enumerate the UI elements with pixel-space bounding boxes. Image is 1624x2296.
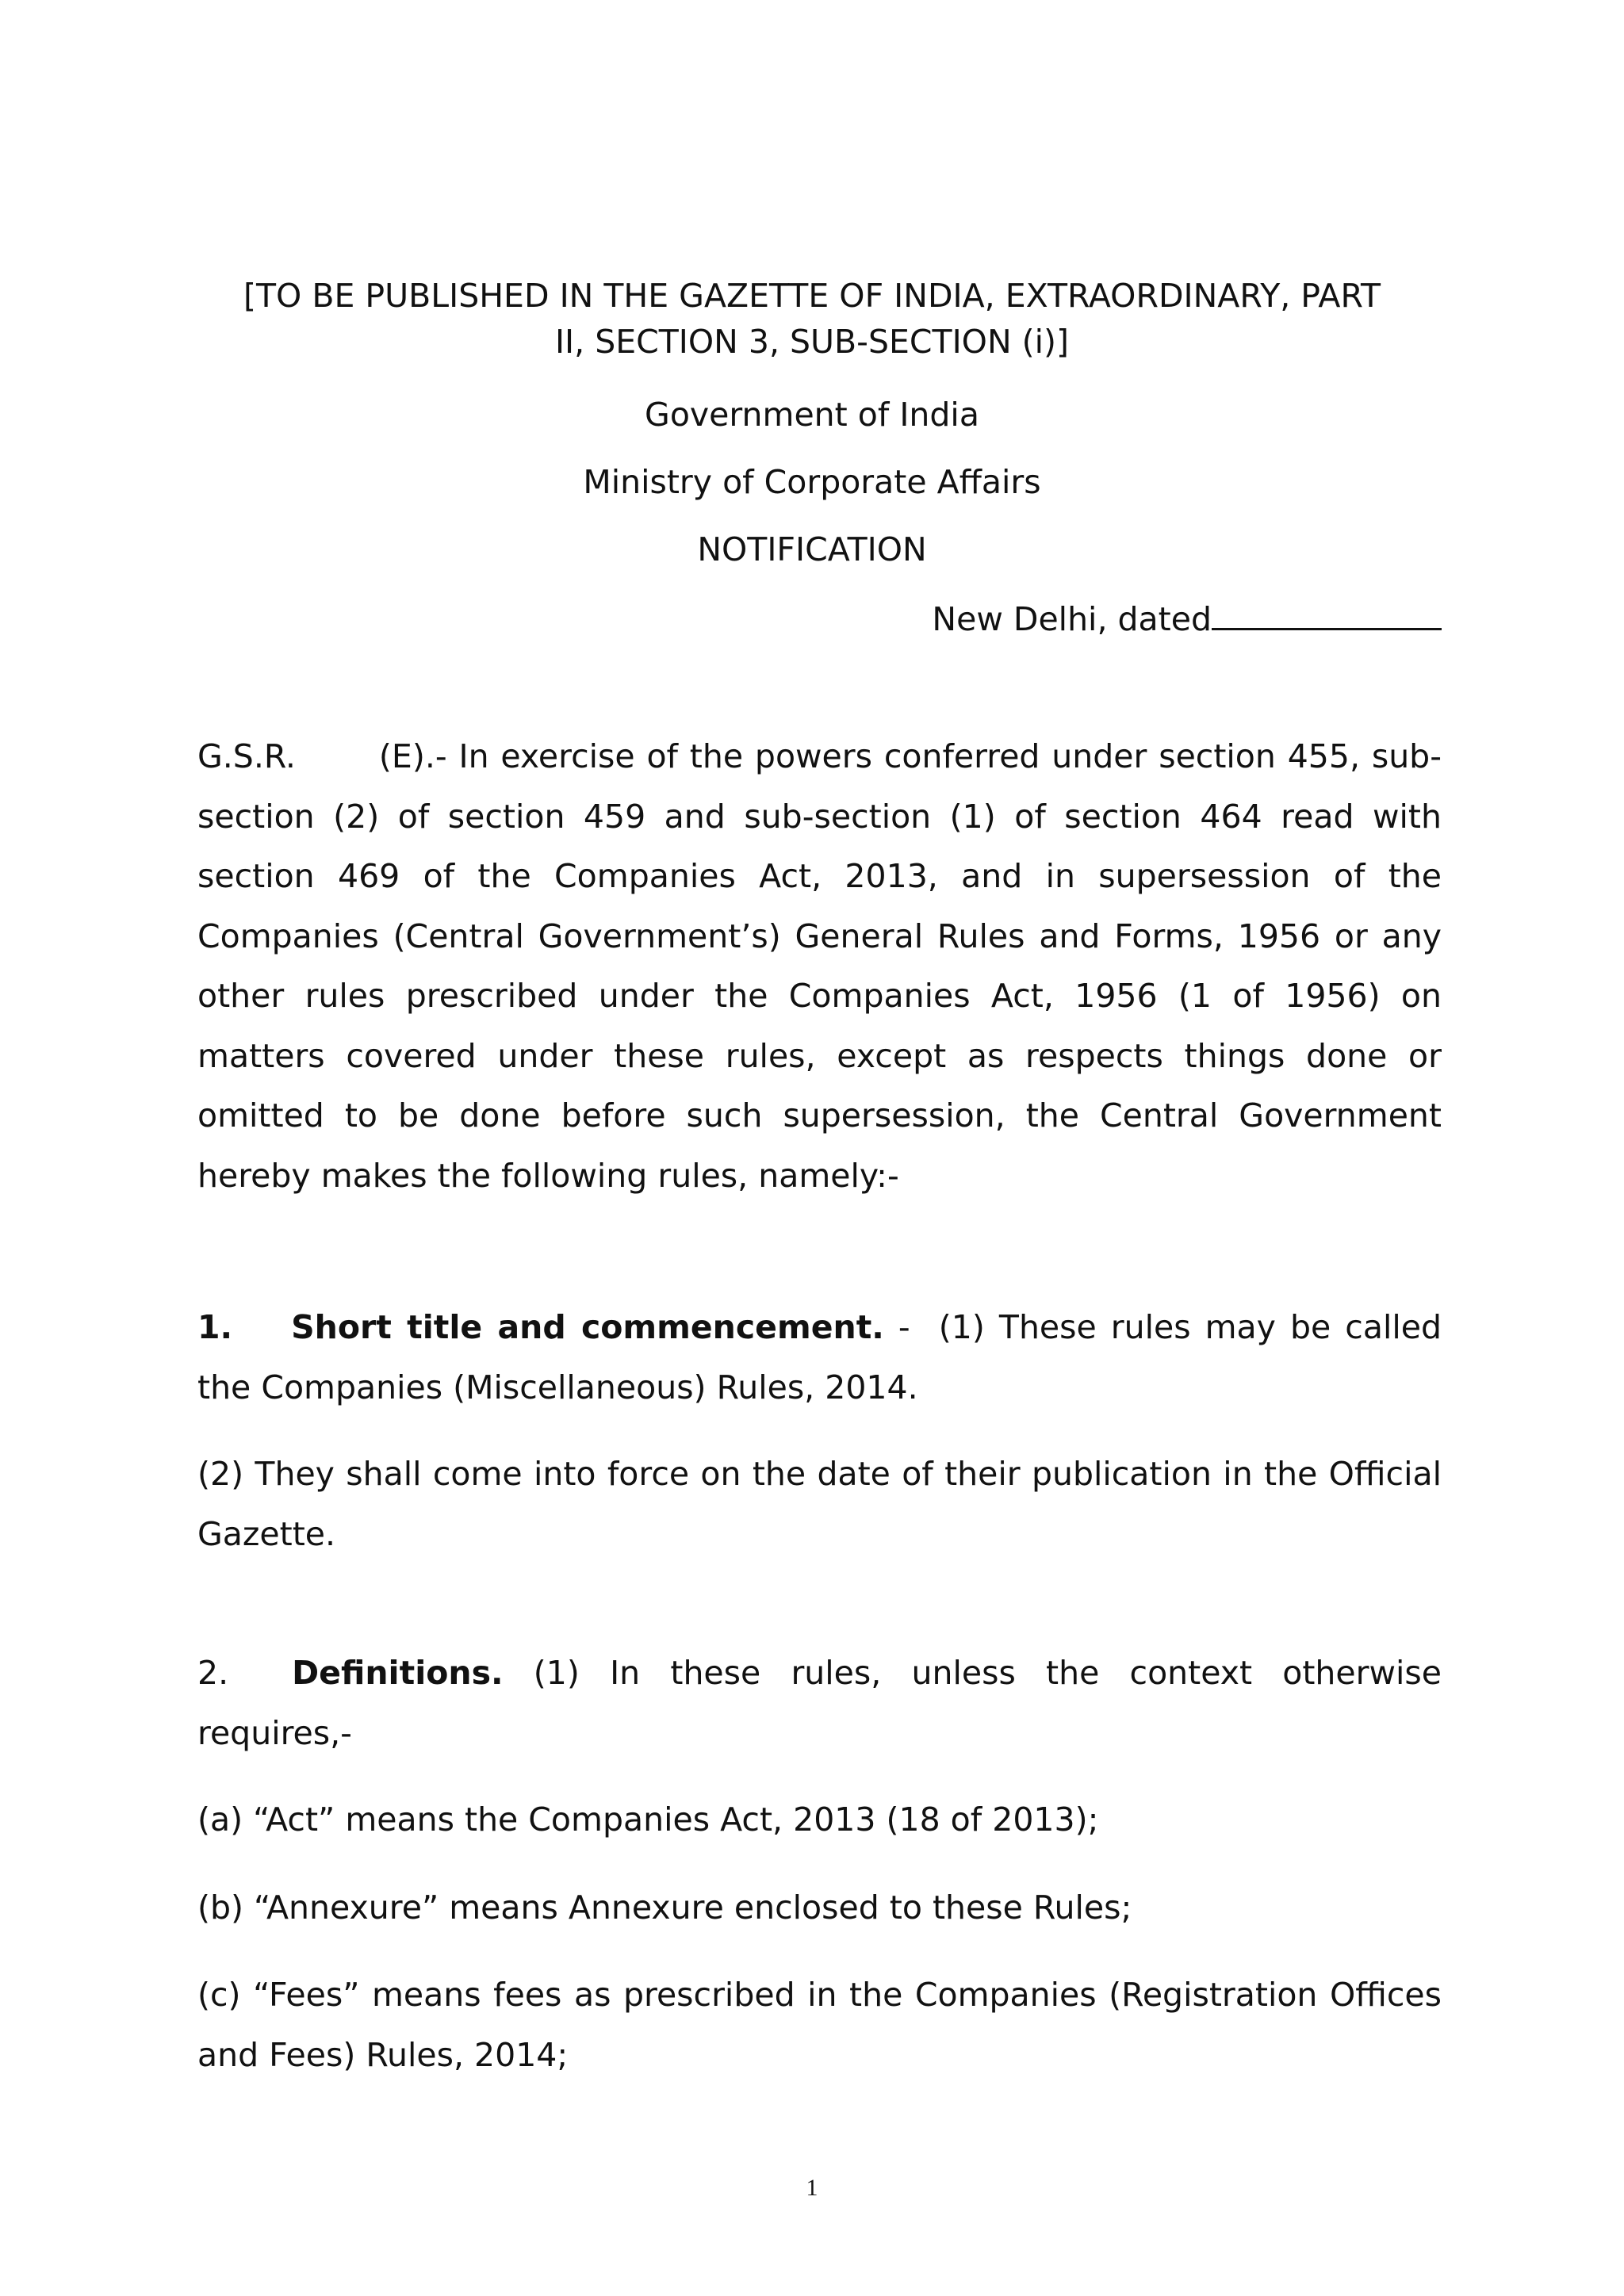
- dated-label: New Delhi, dated: [932, 600, 1212, 638]
- rule-1-sub-1: (1) These rules may be called the Companies (Miscellaneous) Rules, 2014.: [197, 1308, 1442, 1406]
- dated-line: [932, 593, 1442, 642]
- page-number: 1: [806, 2175, 818, 2201]
- rule-1-sub-2: (2) They shall come into force on the date of their publication in the Official Gazette.: [197, 1455, 1442, 1553]
- notification-title: NOTIFICATION: [697, 530, 927, 568]
- rule-2-heading: Definitions.: [292, 1654, 504, 1692]
- rule-1-separator: -: [883, 1308, 939, 1346]
- rule-1-heading: Short title and commencement.: [291, 1308, 884, 1346]
- rule-1-number: 1.: [197, 1308, 233, 1346]
- preamble-paragraph: [197, 727, 1442, 1206]
- rule-1-paragraph: [197, 1298, 1442, 1418]
- rule-2-intro: (1) In these rules, unless the context otherwise requires,-: [197, 1654, 1442, 1752]
- government-title: Government of India: [645, 396, 979, 434]
- gsr-label: G.S.R.: [197, 737, 296, 775]
- definition-a: (a) “Act” means the Companies Act, 2013 (18 of 2013);: [197, 1800, 1099, 1839]
- publication-line-1: [TO BE PUBLISHED IN THE GAZETTE OF INDIA, EXTRAORDINARY, PART: [243, 277, 1381, 315]
- rule-2-paragraph: [197, 1644, 1442, 1763]
- date-blank: [1212, 593, 1442, 630]
- definition-b: (b) “Annexure” means Annexure enclosed to these Rules;: [197, 1888, 1132, 1927]
- preamble-text: (E).- In exercise of the powers conferred under section 455, sub-section (2) of section 459 and sub-section (1) of section 464 read with section 469 of the Companies Act, 2013, and in supersession of the Companies (Central Government’s) General Rules and Forms, 1956 or any other rules prescribed under the Companies Act, 1956 (1 of 1956) on matters covered under these rules, except as respects things done or omitted to be done before such supersession, the Central Government hereby makes the following rules, namely:-: [197, 737, 1442, 1195]
- publication-line-2: II, SECTION 3, SUB-SECTION (i)]: [554, 323, 1070, 361]
- definition-c: (c) “Fees” means fees as prescribed in the Companies (Registration Offices and Fees) Rules, 2014;: [197, 1976, 1442, 2074]
- rule-2-number: 2.: [197, 1654, 229, 1692]
- ministry-title: Ministry of Corporate Affairs: [583, 463, 1041, 501]
